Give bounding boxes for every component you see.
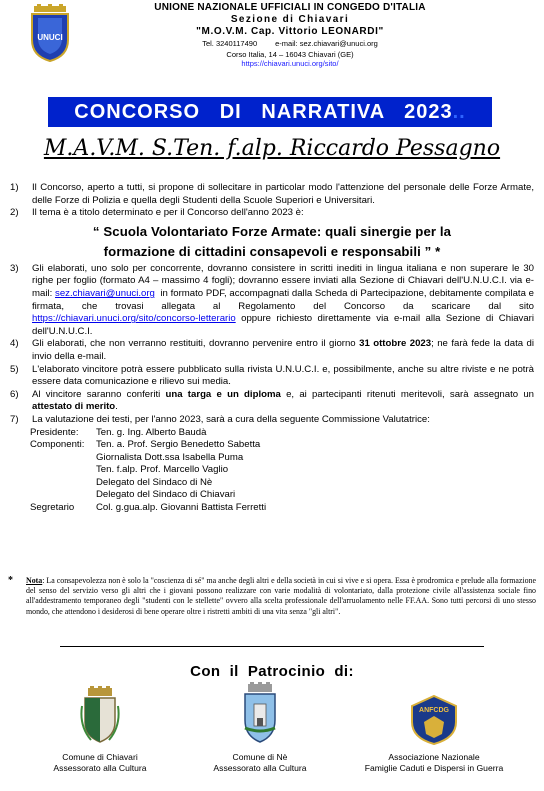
patronage-heading: Con il Patrocinio di: [190,663,354,680]
footnote-text: Nota: La consapevolezza non è solo la "coscienza di sé" ma anche degli altri e della società in cui si vive e si opera. Essa è prodromica e prelude alla formazione del senso del servizio verso gli altri che i giovani possono realizzare con varie modalità di volontariato, dalla protezione civile all'assistenza sociale fino all'addestramento temporaneo degli "studenti con le stellette" ovvero alla scelta professionale dell'arruolamento nelle FF.AA. Sono tutti percorsi di uno stesso mondo, che attendono i desiderosi di bene operare oltre i ristretti ambiti di una vita senza "gli altri". [26,576,536,616]
sponsor-department: Famiglie Caduti e Dispersi in Guerra [364,762,504,773]
item-text: Il Concorso, aperto a tutti, si propone di sollecitare in particolar modo l'attenzione del personale delle Forze Armate, delle Forze di Polizia e quella degli Studenti della Scuole Superiori e Universitari. [32,182,534,206]
contest-website-link[interactable]: https://chiavari.unuci.org/sito/concorso-letterario [32,313,236,325]
phone-number: Tel. 3240117490 [202,39,258,48]
item-text: Gli elaborati, uno solo per concorrente, dovranno consistere in scritti inediti in lingua italiana e non superare le 30 righe per foglio (formato A4 – massimo 4 fogli); dovranno essere inviati alla Sezione di Chiavari dell'U.N.U.C.I. via e-mail: sez.chiavari@unuci.org in formato PDF, accompagnati dalla Scheda di Partecipazione, debitamente compilata e firmata, che trovasi allegata al Regolamento del Concorso da scaricare dal sito https://chiavari.unuci.org/sito/concorso-letterario oppure richiesto direttamente via e-mail alla Sezione di Chiavari dell'U.N.U.C.I. [32,262,537,337]
item-text: Gli elaborati, che non verranno restituiti, dovranno pervenire entro il giorno 31 ottobre 2023; ne farà fede la data di invio della e-mail. [32,338,534,362]
banner-dots: .. [452,100,466,123]
section-title: "M.O.V.M. Cap. Vittorio LEONARDI" [196,26,384,37]
list-item [10,364,534,389]
item-number: 3) [10,262,19,274]
merit-award: attestato di merito [32,401,116,413]
commission-row: Delegato del Sindaco di Nè [96,476,213,488]
item-text: Il tema è a titolo determinato e per il Concorso dell'anno 2023 è: [32,207,304,219]
item-text: La valutazione dei testi, per l'anno 2023, sarà a cura della seguente Commissione Valutatrice: [32,413,430,425]
sponsor-department: Assessorato alla Cultura [213,762,307,773]
commission-row: Ten. f.alp. Prof. Marcello Vaglio [96,464,229,476]
sponsor-name: Comune di Nè [232,752,288,762]
dedication-title: M.A.V.M. S.Ten. f.alp. Riccardo Pessagno [43,136,501,161]
anfcdg-badge-icon [408,694,460,746]
sponsor-ne [190,682,330,773]
commission-row: Delegato del Sindaco di Chiavari [96,489,236,501]
logo-label: UNUCI [37,33,63,42]
header-email[interactable]: e-mail: sez.chiavari@unuci.org [275,39,378,48]
sponsor-anfcdg [354,694,514,773]
contest-theme [10,222,534,262]
theme-line-2: formazione di cittadini consapevoli e responsabili ” * [103,243,441,259]
chiavari-coat-of-arms-icon [79,686,121,746]
header-website-link[interactable]: https://chiavari.unuci.org/sito/ [241,59,339,68]
sponsor-chiavari [30,686,170,773]
prize: una targa e un diploma [165,388,281,400]
sponsor-name: Comune di Chiavari [62,752,138,762]
list-item [10,207,534,220]
item-text: Al vincitore saranno conferiti una targa e un diploma e, ai partecipanti ritenuti meritevoli, sarà assegnato un attestato di merito. [32,388,534,413]
footnote-asterisk: * [8,575,13,586]
org-name: UNIONE NAZIONALE UFFICIALI IN CONGEDO D'ITALIA [154,2,426,13]
banner-title: CONCORSO DI NARRATIVA 2023 [74,100,453,123]
footnote [8,576,536,617]
commission-list [30,427,534,515]
title-banner [48,97,492,127]
deadline: 31 ottobre 2023 [359,338,432,350]
letterhead [0,0,544,80]
badge-label: ANFCDG [419,707,449,714]
theme-line-1: “ Scuola Volontariato Forze Armate: quali sinergie per la [92,223,452,239]
section-name: Sezione di Chiavari [230,14,350,25]
list-item [10,389,534,414]
commission-row: Presidente: Ten. g. Ing. Alberto Baudà [30,426,207,438]
item-number: 7) [10,413,19,425]
ne-coat-of-arms-icon [240,682,280,746]
item-number: 6) [10,388,19,400]
rules-list [10,182,537,515]
list-item [10,414,534,427]
list-item [10,338,534,363]
contact-line [90,39,490,48]
commission-row: Giornalista Dott.ssa Isabella Puma [96,451,244,463]
item-number: 4) [10,338,19,350]
list-item [10,182,534,207]
item-text: L'elaborato vincitore potrà essere pubblicato sulla rivista U.N.U.C.I. e, possibilmente, anche su altre riviste e ne potrà essere data comunicazione e rilievo sui media. [32,363,534,388]
item-number: 5) [10,363,19,375]
email-link[interactable]: sez.chiavari@unuci.org [55,287,155,299]
letterhead-text [90,2,490,68]
item-number: 2) [10,207,19,219]
sponsor-department: Assessorato alla Cultura [53,762,147,773]
address: Corso Italia, 14 – 16043 Chiavari (GE) [226,50,354,59]
list-item [10,262,537,339]
item-number: 1) [10,182,19,193]
commission-row: Componenti: Ten. a. Prof. Sergio Benedetto Sabetta [30,439,261,451]
divider [60,646,484,647]
commission-row: Segretario Col. g.gua.alp. Giovanni Battista Ferretti [30,502,267,514]
unuci-crest-icon [28,4,72,62]
sponsor-name: Associazione Nazionale [388,752,480,762]
